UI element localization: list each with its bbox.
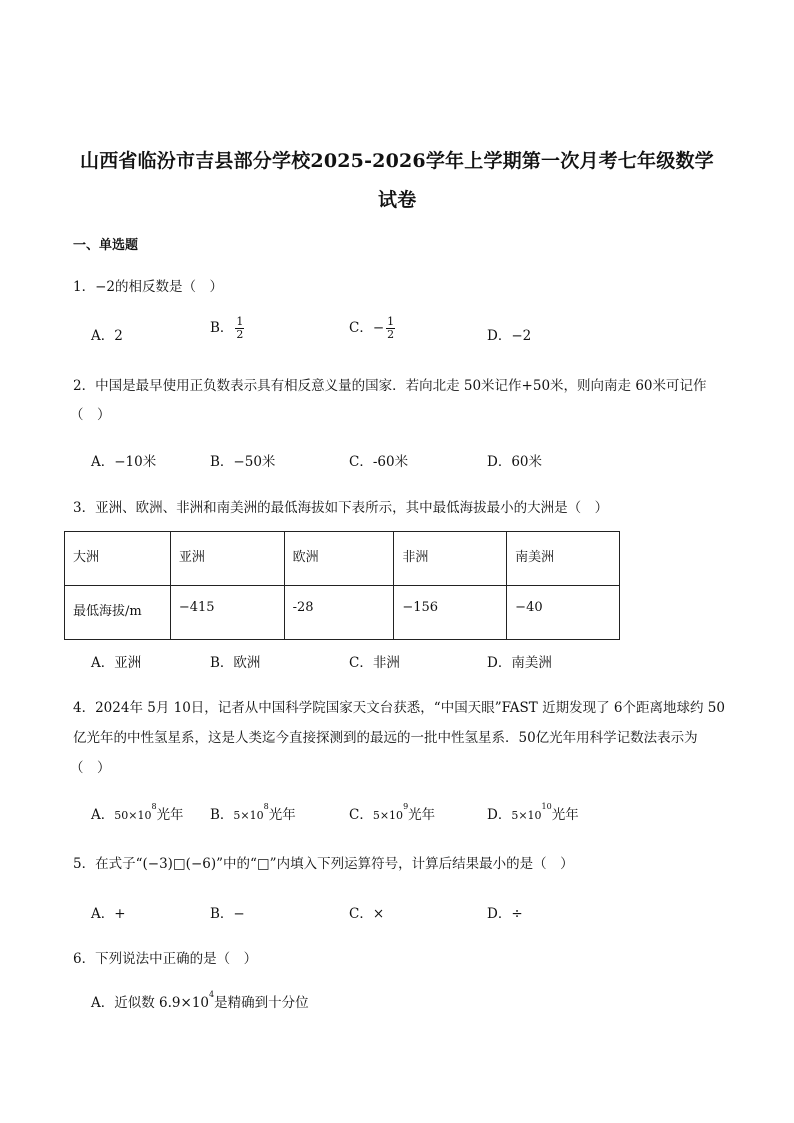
table-cell: 大洲 (65, 532, 171, 586)
option-label: C． (349, 807, 373, 823)
question-5-option-b: B．− (210, 906, 245, 922)
question-2-option-a: A．−10米 (91, 454, 157, 470)
exponent: 9 (403, 802, 409, 811)
question-2-option-b: B．−50米 (210, 454, 276, 470)
question-3-option-b: B．欧洲 (210, 655, 261, 671)
option-text: A．近似数 6.9×10 (91, 995, 209, 1011)
question-1-option-d: D．−2 (487, 328, 532, 344)
question-2-option-d: D．60米 (487, 454, 543, 470)
fraction (386, 316, 395, 341)
option-unit: 光年 (156, 807, 184, 823)
table-cell: −156 (394, 586, 507, 640)
option-base: 5×10 (233, 809, 264, 822)
section-heading: 一、单选题 (73, 238, 139, 253)
option-label: A． (91, 807, 115, 823)
option-base: 5×10 (372, 809, 404, 822)
question-1-stem: 1．−2的相反数是（ ） (73, 279, 223, 295)
question-6-option-a (91, 991, 309, 1011)
table-cell: −415 (170, 586, 284, 640)
fraction-numerator: 1 (236, 315, 244, 328)
question-3-stem: 3．亚洲、欧洲、非洲和南美洲的最低海拔如下表所示，其中最低海拔最小的大洲是（ ） (73, 500, 609, 516)
option-base: 50×10 (114, 809, 152, 822)
question-4-option-a (91, 803, 184, 823)
question-3-option-a: A．亚洲 (91, 655, 142, 671)
question-2-stem: 2．中国是最早使用正负数表示具有相反意义量的国家．若向北走 50米记作+50米，则向南走 60米可记作 (73, 378, 707, 394)
option-unit: 光年 (551, 807, 579, 823)
option-base: 5×10 (511, 809, 542, 822)
page-title-line2: 试卷 (378, 189, 417, 211)
fraction (235, 316, 244, 341)
table-cell: 最低海拔/m (65, 586, 171, 640)
table-cell: −40 (507, 586, 620, 640)
question-1-option-b (210, 316, 244, 341)
fraction-denominator: 2 (236, 328, 244, 341)
question-3-option-d: D．南美洲 (487, 655, 552, 671)
exponent: 4 (209, 990, 215, 999)
table-cell: 亚洲 (170, 532, 284, 586)
table-row (65, 586, 620, 640)
exponent: 8 (151, 802, 157, 811)
question-4-line-1: 4．2024年 5月 10日，记者从中国科学院国家天文台获悉，“中国天眼”FAST 近期发现了 6个距离地球约 50 (73, 700, 725, 716)
fraction-denominator: 2 (387, 328, 395, 341)
table-cell: 欧洲 (284, 532, 394, 586)
question-4-line-2: 亿光年的中性氢星系，这是人类迄今直接探测到的最远的一批中性氢星系．50亿光年用科学记数法表示为 (73, 730, 698, 746)
question-6-stem: 6．下列说法中正确的是（ ） (73, 951, 258, 967)
option-label: D． (487, 807, 512, 823)
table-cell: -28 (284, 586, 394, 640)
question-1-option-c (349, 316, 395, 341)
question-4-paren: （ ） (70, 760, 111, 776)
question-2-option-c: C．-60米 (349, 454, 409, 470)
question-4-option-b (210, 803, 296, 823)
question-2-paren: （ ） (70, 407, 111, 423)
altitude-table (64, 531, 620, 640)
question-5-stem: 5．在式子“(−3)□(−6)”中的“□”内填入下列运算符号，计算后结果最小的是（ ） (73, 856, 574, 872)
question-4-option-d (487, 803, 579, 823)
exponent: 8 (263, 802, 269, 811)
question-5-option-c: C．× (349, 906, 385, 922)
table-cell: 南美洲 (507, 532, 620, 586)
exponent: 10 (541, 802, 552, 811)
option-label: B． (210, 807, 234, 823)
table-header-row (65, 532, 620, 586)
fraction-numerator: 1 (387, 315, 395, 328)
option-label: C．− (349, 320, 385, 336)
option-text-suffix: 是精确到十分位 (214, 995, 309, 1011)
page-title: 山西省临汾市吉县部分学校2025-2026学年上学期第一次月考七年级数学 (80, 150, 714, 172)
option-unit: 光年 (268, 807, 296, 823)
option-unit: 光年 (408, 807, 436, 823)
question-3-option-c: C．非洲 (349, 655, 400, 671)
question-4-option-c (349, 803, 435, 823)
option-label: B． (210, 320, 234, 336)
question-5-option-d: D．÷ (487, 906, 523, 922)
question-5-option-a: A．+ (91, 906, 126, 922)
question-1-option-a: A．2 (91, 328, 123, 344)
table-cell: 非洲 (394, 532, 507, 586)
